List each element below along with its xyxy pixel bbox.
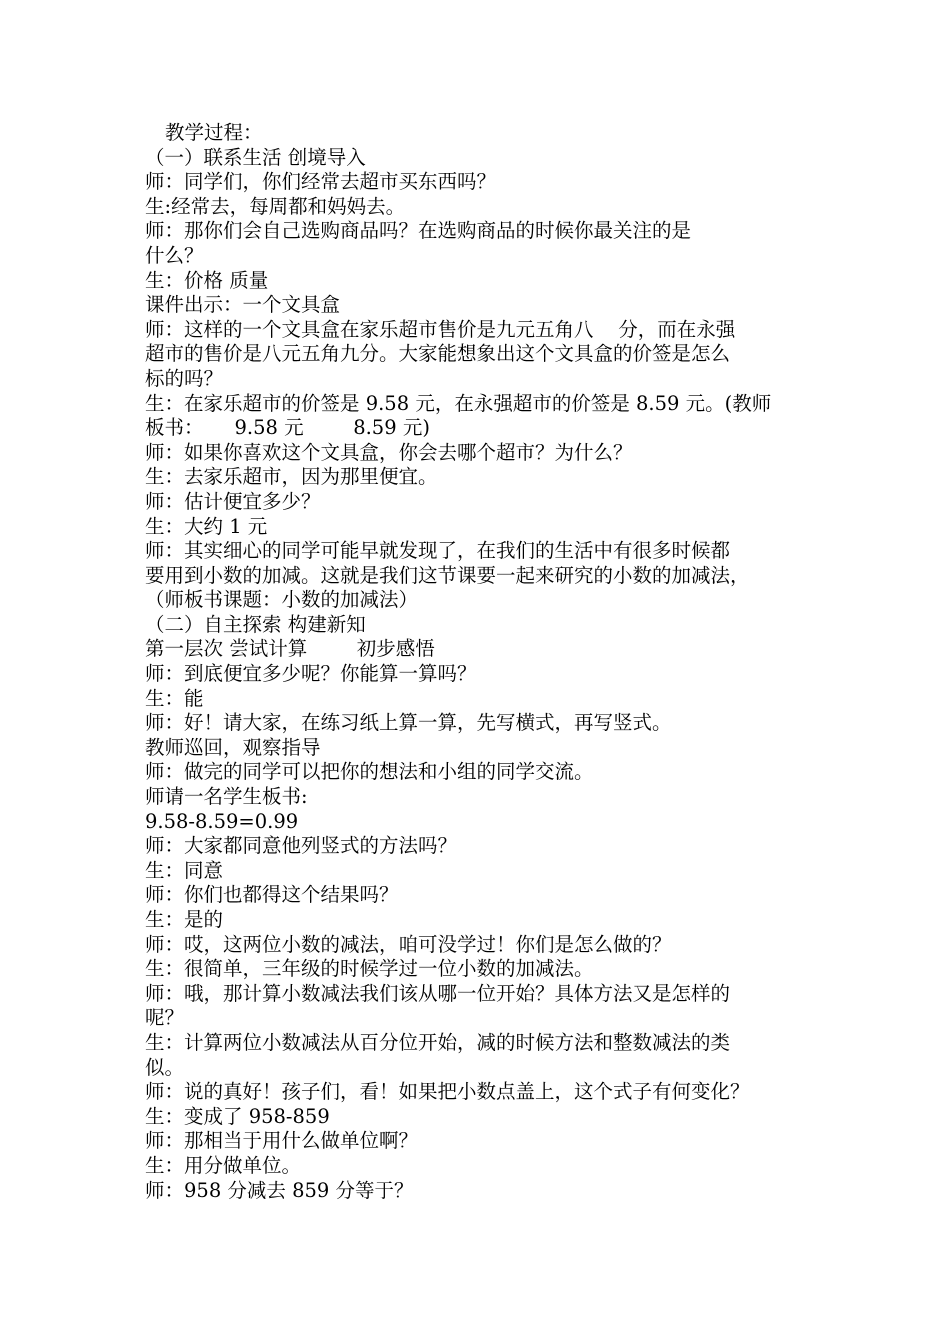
- dialogue-line: 生：在家乐超市的价签是 9.58 元，在永强超市的价签是 8.59 元。(教师: [145, 391, 772, 415]
- dialogue-line: 要用到小数的加减。这就是我们这节课要一起来研究的小数的加减法，: [145, 563, 750, 587]
- dialogue-line: 呢？: [145, 1006, 185, 1030]
- dialogue-line: 师：你们也都得这个结果吗？: [145, 883, 399, 907]
- dialogue-line: 师：好！请大家，在练习纸上算一算，先写横式，再写竖式。: [145, 711, 672, 735]
- dialogue-line: 超市的售价是八元五角九分。大家能想象出这个文具盒的价签是怎么: [145, 342, 731, 366]
- dialogue-line: 似。: [145, 1055, 185, 1079]
- dialogue-line: 师：这样的一个文具盒在家乐超市售价是九元五角八 分，而在永强: [145, 317, 736, 341]
- dialogue-line: 生：大约 1 元: [145, 514, 268, 538]
- dialogue-line: 生：是的: [145, 908, 224, 931]
- section-heading-1: （一）联系生活 创境导入: [145, 145, 366, 169]
- dialogue-line: 生：价格 质量: [145, 268, 269, 292]
- dialogue-line: 师：其实细心的同学可能早就发现了，在我们的生活中有很多时候都: [145, 539, 731, 563]
- dialogue-line: 生:经常去，每周都和妈妈去。: [145, 194, 406, 218]
- section-heading-process: 教学过程：: [165, 121, 263, 144]
- section-heading-2: （二）自主探索 构建新知: [145, 612, 366, 636]
- dialogue-line: 生：变成了 958-859: [145, 1104, 330, 1128]
- dialogue-line: 师：如果你喜欢这个文具盒，你会去哪个超市？为什么？: [145, 440, 633, 464]
- dialogue-line: 师：哦，那计算小数减法我们该从哪一位开始？具体方法又是怎样的: [145, 981, 731, 1005]
- dialogue-line: 生：同意: [145, 858, 224, 882]
- dialogue-line: 师：哎，这两位小数的减法，咱可没学过！你们是怎么做的？: [145, 932, 672, 956]
- blackboard-line: 板书： 9.58 元 8.59 元): [145, 416, 430, 440]
- instruction-line: 师请一名学生板书:: [145, 785, 308, 809]
- dialogue-line: 师：做完的同学可以把你的想法和小组的同学交流。: [145, 760, 594, 784]
- dialogue-line: 师：估计便宜多少？: [145, 489, 321, 513]
- dialogue-line: 什么？: [145, 243, 204, 267]
- dialogue-line: 标的吗？: [145, 366, 224, 390]
- document-body: [145, 121, 815, 1203]
- dialogue-line: 师：到底便宜多少呢？你能算一算吗？: [145, 662, 477, 686]
- subsection-heading: 第一层次 尝试计算 初步感悟: [145, 637, 435, 661]
- dialogue-line: 生：用分做单位。: [145, 1153, 302, 1177]
- instruction-line: 教师巡回，观察指导: [145, 735, 321, 759]
- dialogue-line: 生：能: [145, 686, 204, 710]
- blackboard-line: （师板书课题：小数的加减法）: [145, 588, 419, 612]
- dialogue-line: 生：计算两位小数减法从百分位开始，减的时候方法和整数减法的类: [145, 1030, 731, 1054]
- dialogue-line: 师：那你们会自己选购商品吗？在选购商品的时候你最关注的是: [145, 219, 692, 243]
- dialogue-line: 师：958 分减去 859 分等于？: [145, 1178, 414, 1202]
- courseware-line: 课件出示：一个文具盒: [145, 293, 341, 317]
- dialogue-line: 生：很简单，三年级的时候学过一位小数的加减法。: [145, 957, 594, 981]
- dialogue-line: 师：说的真好！孩子们，看！如果把小数点盖上，这个式子有何变化？: [145, 1080, 750, 1104]
- equation-line: 9.58-8.59=0.99: [145, 809, 299, 833]
- dialogue-line: 师：同学们，你们经常去超市买东西吗？: [145, 170, 497, 194]
- dialogue-line: 师：那相当于用什么做单位啊？: [145, 1129, 419, 1153]
- dialogue-line: 生：去家乐超市，因为那里便宜。: [145, 465, 438, 489]
- dialogue-line: 师：大家都同意他列竖式的方法吗？: [145, 834, 458, 858]
